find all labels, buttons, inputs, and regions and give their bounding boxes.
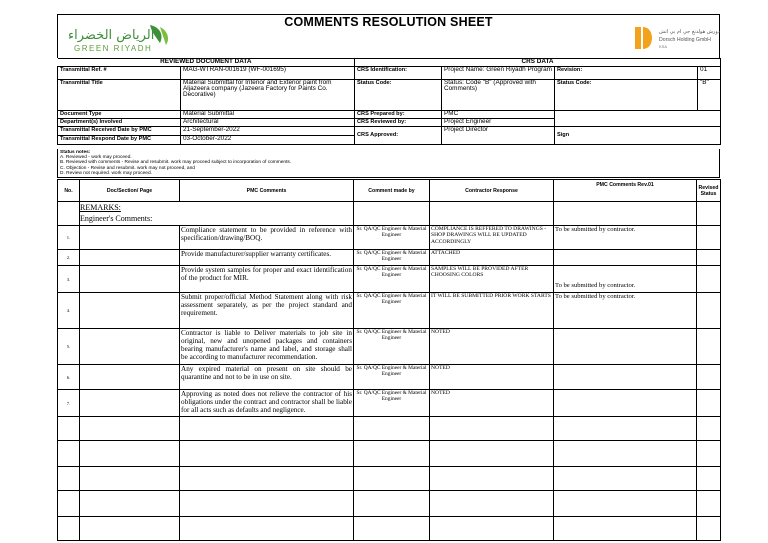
empty-row	[58, 417, 721, 441]
status-note-d: D. Review not required. work may proceed.	[60, 170, 152, 176]
col-no: No.	[58, 180, 80, 202]
row-number: 7.	[58, 390, 80, 417]
pmc-comment: Contractor is liable to Deliver materials to job site in original, new and unopened packages and containers bearing manufacturer's name and label, and storage shall be according to manufacturer recommendation.	[180, 329, 354, 365]
remarks-cell	[80, 202, 354, 226]
received-date-value: 21-September-2022	[181, 127, 355, 136]
document-type-value: Material Submittal	[181, 111, 355, 119]
col-pmc-comments: PMC Comments	[180, 180, 354, 202]
comment-made-by: Sr. QA/QC Engineer & Material Engineer	[354, 293, 430, 329]
table-row	[58, 365, 721, 390]
comment-made-by: Sr. QA/QC Engineer & Material Engineer	[354, 390, 430, 417]
table-row	[58, 329, 721, 365]
table-row	[58, 390, 721, 417]
respond-date-value: 03-October-2022	[181, 136, 355, 145]
crs-reviewed-by-label: CRS Reviewed by:	[355, 119, 442, 127]
empty-row	[58, 491, 721, 517]
transmittal-title-value: Material Submittal for Interior and Exterior paint from Aljazeera company (Jazeera Factory for Paints Co. Decorative)	[181, 80, 355, 111]
pmc-comment-rev01: To be submitted by contractor.	[554, 266, 697, 293]
transmittal-ref-value: MAG-WTRAN-001619 (WF-001695)	[181, 67, 355, 80]
pmc-comment: Approving as noted does not relieve the contractor of his obligations under the contract and contractor shall be liable for all acts such as defaults and negligence.	[180, 390, 354, 417]
pmc-comment-rev01	[554, 365, 697, 390]
table-row	[58, 266, 721, 293]
contractor-response: ATTACHED	[430, 250, 554, 266]
empty-row	[58, 467, 721, 491]
row-number: 3.	[58, 266, 80, 293]
logo-right-arabic: دورش هولدنغ جي ام بي اتش	[659, 29, 720, 35]
contractor-response: NOTED	[430, 329, 554, 365]
status-notes	[57, 149, 720, 178]
pmc-comment: Provide system samples for proper and exact identification of the product for MIR.	[180, 266, 354, 293]
table-row	[58, 250, 721, 266]
pmc-comment: Provide manufacturer/supplier warranty certificates.	[180, 250, 354, 266]
row-number: 6.	[58, 365, 80, 390]
logo-english-text: GREEN RIYADH	[74, 44, 153, 53]
status-code-text: Status: Code "B" (Approved with Comments)	[442, 80, 555, 111]
pmc-comment: Any expired material on present on site should be quarantine and not to be in use on site.	[180, 365, 354, 390]
table-row	[58, 226, 721, 250]
empty-row	[58, 441, 721, 467]
status-note-c: C. Objection - Revise and resubmit. work may not proceed, and	[60, 165, 195, 171]
reviewed-document-data-heading: REVIEWED DOCUMENT DATA	[58, 59, 355, 67]
contractor-response: COMPLIANCE IS REFFERED TO DRAWINGS - SHOP DRAWINGS WILL BE UPDATED ACCORDINGLY	[430, 226, 554, 250]
status-code-value: "B"	[698, 80, 721, 111]
document-type-label: Document Type	[58, 111, 181, 119]
status-note-heading: Status notes:	[60, 150, 91, 155]
revision-value: 01	[698, 67, 721, 80]
pmc-comment: Submit proper/official Method Statement along with risk assessment separately, as per the project standard and requirement.	[180, 293, 354, 329]
transmittal-title-label: Transmittal Title	[58, 80, 181, 111]
empty-row	[58, 517, 721, 541]
remarks-heading: REMARKS:	[80, 203, 121, 212]
row-number: 4.	[58, 293, 80, 329]
engineers-comments-heading: Engineer's Comments:	[80, 214, 153, 223]
document-data-table	[57, 58, 721, 145]
pmc-comment-rev01: To be submitted by contractor.	[554, 226, 697, 250]
respond-date-label: Transmittal Respond Date by PMC	[58, 136, 181, 145]
logo-right-english: Dorsch Holding GmbH	[659, 37, 711, 43]
col-comment-made-by: Comment made by	[354, 180, 430, 202]
comment-made-by: Sr. QA/QC Engineer & Material Engineer	[354, 250, 430, 266]
status-code-label-2: Status Code:	[555, 80, 698, 111]
logo-arabic-text: الرياض الخضراء	[68, 28, 155, 43]
contractor-response: IT WILL BE SUBMITTED PRIOR WORK STARTS	[430, 293, 554, 329]
page-title: COMMENTS RESOLUTION SHEET	[284, 15, 493, 29]
sign-label: Sign	[555, 127, 721, 145]
contractor-response: SAMPLES WILL BE PROVIDED AFTER CHOOSING COLORS	[430, 266, 554, 293]
comment-made-by: Sr. QA/QC Engineer & Material Engineer	[354, 266, 430, 293]
crs-approved-value: Project Director	[442, 127, 555, 145]
revision-label: Revision:	[555, 67, 698, 80]
project-name: Project Name: Green Riyadh Program	[442, 67, 555, 80]
crs-approved-label: CRS Approved:	[355, 127, 442, 145]
pmc-comment-rev01	[554, 250, 697, 266]
row-number: 5.	[58, 329, 80, 365]
logo-right-sub: KSA	[659, 44, 668, 49]
department-value: Architectural	[181, 119, 355, 127]
transmittal-ref-label: Transmittal Ref. #	[58, 67, 181, 80]
dorsch-holding-logo	[633, 21, 720, 55]
comments-table	[57, 179, 721, 541]
crs-identification-label: CRS Identification:	[355, 67, 442, 80]
col-doc-section: Doc/Section/ Page	[80, 180, 180, 202]
col-revised-status: Revised Status	[697, 180, 721, 202]
status-code-label: Status Code:	[355, 80, 442, 111]
contractor-response: NOTED	[430, 390, 554, 417]
crs-prepared-by-label: CRS Prepared by:	[355, 111, 442, 119]
comment-made-by: Sr. QA/QC Engineer & Material Engineer	[354, 329, 430, 365]
crs-reviewed-by-value: Project Engineer	[442, 119, 555, 127]
dorsch-d-icon	[635, 27, 652, 49]
department-label: Department(s) Involved	[58, 119, 181, 127]
crs-prepared-by-value: PMC	[442, 111, 555, 119]
document-header	[57, 14, 720, 58]
pmc-comment-rev01: To be submitted by contractor.	[554, 293, 697, 329]
col-pmc-comments-rev01: PMC Comments Rev.01	[554, 180, 697, 202]
status-note-a: A. Reviewed - work may proceed.	[60, 155, 132, 161]
crs-data-heading: CRS DATA	[355, 59, 721, 67]
pmc-comment-rev01	[554, 390, 697, 417]
received-date-label: Transmittal Received Date by PMC	[58, 127, 181, 136]
col-contractor-response: Contractor Response	[430, 180, 554, 202]
comment-made-by: Sr. QA/QC Engineer & Material Engineer	[354, 365, 430, 390]
row-number: 2.	[58, 250, 80, 266]
pmc-comment: Compliance statement to be provided in reference with specification/drawing/BOQ.	[180, 226, 354, 250]
row-number: 1.	[58, 226, 80, 250]
table-row	[58, 293, 721, 329]
comment-made-by: Sr. QA/QC Engineer & Material Engineer	[354, 226, 430, 250]
pmc-comment-rev01	[554, 329, 697, 365]
green-riyadh-logo	[64, 21, 176, 55]
contractor-response: NOTED	[430, 365, 554, 390]
status-note-b: B. Reviewed with comments - Revise and resubmit. work may proceed subject to incorporation of comments.	[60, 160, 292, 166]
